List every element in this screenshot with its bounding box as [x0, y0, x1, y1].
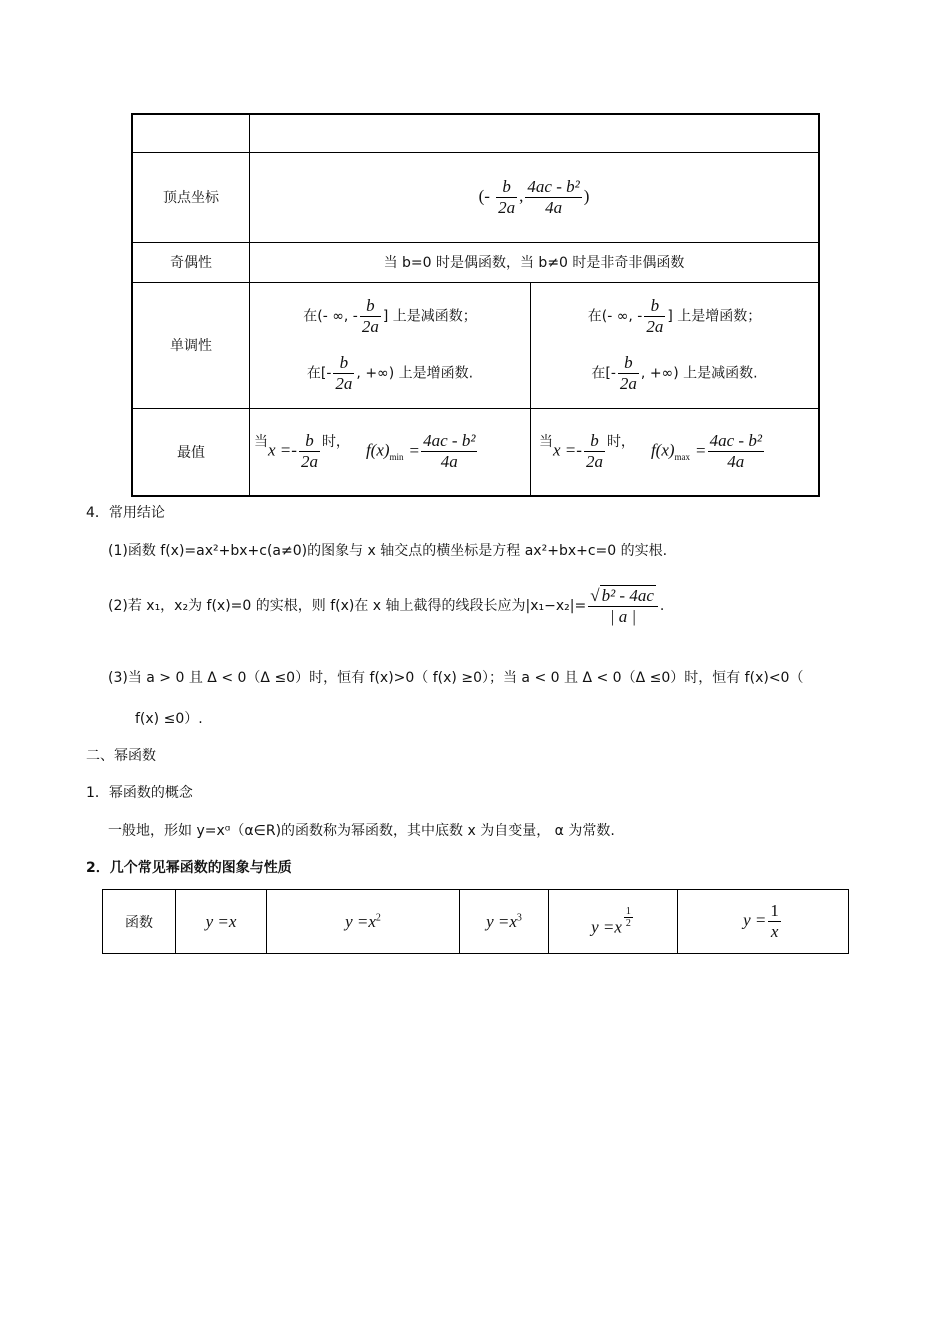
fraction — [299, 431, 320, 472]
exponent: 2 — [375, 911, 381, 923]
vertex-formula — [250, 152, 820, 242]
numerator: b — [299, 431, 320, 452]
numerator: b — [584, 431, 605, 452]
paren-open: (- — [478, 185, 490, 205]
denominator: 2 — [625, 917, 631, 929]
numerator: b — [333, 353, 354, 374]
subsection1-text: 一般地，形如 y=xᵅ（α∈R)的函数称为幂函数，其中底数 x 为自变量， α 为常数. — [108, 823, 615, 839]
func-y-x2 — [267, 890, 460, 954]
text: f(x) — [650, 440, 675, 460]
denominator: 4a — [545, 197, 563, 217]
fraction — [584, 431, 605, 472]
denominator: 2a — [361, 317, 379, 336]
text: y = — [743, 910, 767, 930]
mono-right-cell — [531, 282, 820, 408]
fraction — [768, 901, 781, 942]
text: 在[- — [591, 365, 616, 382]
conclusion-3-line2: f(x) ≤0）. — [135, 711, 203, 727]
mono-left-cell — [250, 282, 531, 408]
func-y-sqrt-x — [549, 890, 678, 954]
denominator: 2a — [498, 197, 516, 217]
text: 时， — [606, 434, 635, 451]
text: ] 上是增函数； — [667, 308, 762, 325]
func-y-x3 — [460, 890, 549, 954]
extreme-right-cell — [531, 408, 820, 496]
conclusion-2 — [108, 585, 664, 627]
denominator: | a | — [609, 607, 637, 626]
mono-left-line2 — [250, 353, 530, 394]
func-y-x: y =x — [176, 890, 267, 954]
text: y =x — [591, 917, 622, 937]
denominator: 2a — [300, 452, 318, 472]
text: y =x — [486, 911, 517, 931]
text: x =- — [268, 440, 297, 460]
numerator: 4ac - b² — [423, 431, 476, 451]
exponent: 3 — [516, 911, 522, 923]
fraction — [618, 353, 639, 394]
text: 时， — [321, 434, 350, 451]
numerator: 1 — [625, 905, 631, 917]
denominator: x — [770, 922, 779, 941]
conclusion-3-line1: (3)当 a > 0 且 Δ < 0（Δ ≤0）时，恒有 f(x)>0（ f(x) ≥0）；当 a < 0 且 Δ < 0（Δ ≤0）时，恒有 f(x)<0（ — [108, 670, 804, 686]
mono-right-line1 — [531, 296, 818, 337]
fraction — [644, 296, 665, 337]
denominator: 2a — [619, 374, 637, 393]
text: , +∞) 上是增函数. — [356, 365, 474, 382]
text: 在(- ∞, - — [303, 308, 358, 325]
text: f(x) — [365, 440, 390, 460]
empty-cell — [132, 114, 250, 152]
extreme-label: 最值 — [132, 408, 250, 496]
denominator: 2a — [585, 452, 603, 472]
extreme-left-cell — [250, 408, 531, 496]
fraction — [360, 296, 381, 337]
fraction — [708, 431, 764, 472]
empty-cell — [250, 114, 820, 152]
section4-title: 4．常用结论 — [86, 505, 165, 521]
text: . — [659, 598, 665, 614]
fraction-exponent — [624, 906, 633, 929]
denominator: 4a — [727, 452, 745, 472]
paren-close: ) — [583, 185, 590, 205]
monotonicity-label: 单调性 — [132, 282, 250, 408]
numerator: b — [496, 177, 517, 198]
section2-title: 二、幂函数 — [86, 748, 156, 764]
subsection2-title: 2．几个常见幂函数的图象与性质 — [86, 860, 292, 876]
vertex-label: 顶点坐标 — [132, 152, 250, 242]
power-functions-table — [102, 889, 849, 954]
fraction — [496, 177, 517, 218]
sqrt-fraction — [588, 585, 658, 627]
quadratic-properties-table — [131, 113, 820, 497]
text: 当 — [254, 434, 268, 451]
comma: , — [519, 185, 524, 205]
text: 在[- — [306, 365, 332, 382]
parity-text: 当 b=0 时是偶函数，当 b≠0 时是非奇非偶函数 — [250, 242, 820, 282]
text: , +∞) 上是减函数. — [640, 365, 758, 382]
numerator: √ b² - 4ac — [588, 585, 658, 607]
numerator: b — [360, 296, 381, 317]
text: = — [409, 440, 420, 460]
fraction — [421, 431, 477, 472]
mono-left-line1 — [250, 296, 530, 337]
function-label: 函数 — [103, 890, 176, 954]
text: y =x — [345, 911, 376, 931]
numerator: 4ac - b² — [709, 431, 762, 451]
radicand: b² - 4ac — [601, 586, 654, 605]
numerator: 1 — [770, 901, 779, 920]
text: x =- — [553, 440, 582, 460]
fraction — [525, 177, 581, 218]
subscript: max — [674, 452, 691, 463]
numerator: 4ac - b² — [527, 176, 580, 196]
text: 在(- ∞, - — [587, 308, 643, 325]
subsection1-title: 1．幂函数的概念 — [86, 785, 193, 801]
parity-label: 奇偶性 — [132, 242, 250, 282]
denominator: 2a — [646, 317, 664, 336]
func-y-1-over-x — [678, 890, 849, 954]
text: 当 — [539, 434, 553, 451]
conclusion-1: (1)函数 f(x)=ax²+bx+c(a≠0)的图象与 x 轴交点的横坐标是方程 ax²+bx+c=0 的实根. — [108, 543, 668, 559]
numerator: b — [618, 353, 639, 374]
text: = — [696, 440, 706, 460]
mono-right-line2 — [531, 353, 818, 394]
text: (2)若 x₁，x₂为 f(x)=0 的实根，则 f(x)在 x 轴上截得的线段长应为|x₁−x₂|= — [108, 598, 587, 614]
fraction — [333, 353, 354, 394]
text: ] 上是减函数； — [382, 308, 477, 325]
subscript: min — [389, 452, 404, 463]
numerator: b — [644, 296, 665, 317]
denominator: 4a — [440, 452, 458, 472]
denominator: 2a — [335, 374, 353, 393]
